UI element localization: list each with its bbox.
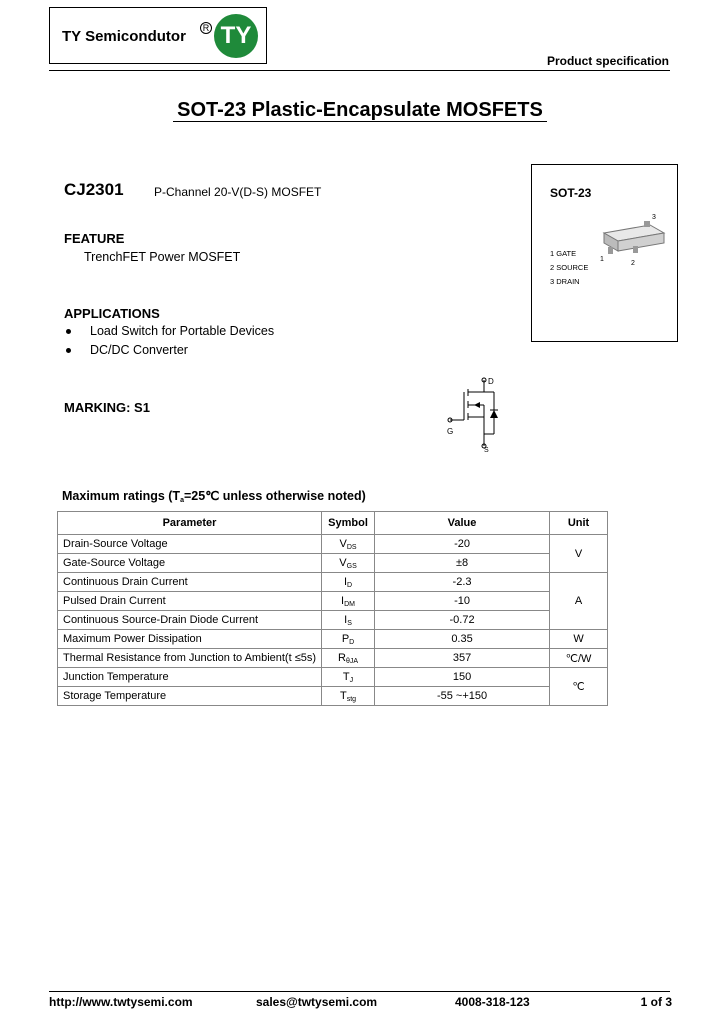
column-header: Symbol	[322, 512, 375, 535]
marking-label: MARKING: S1	[64, 400, 150, 415]
product-spec-label: Product specification	[546, 54, 669, 68]
param-cell: Thermal Resistance from Junction to Ambient(t ≤5s)	[58, 649, 322, 668]
sot23-package-icon	[596, 211, 670, 271]
source-label: S	[484, 447, 489, 454]
pin-label-gate: 1 GATE	[550, 249, 577, 258]
registered-mark: R	[200, 22, 212, 34]
brand-name: TY Semicondutor	[62, 28, 186, 45]
param-cell: Continuous Source-Drain Diode Current	[58, 611, 322, 630]
symbol-cell: $R_{\theta JA}$	[322, 649, 375, 668]
mosfet-schematic-icon	[444, 372, 504, 454]
param-cell: Gate-Source Voltage	[58, 554, 322, 573]
value-cell: -20	[375, 535, 550, 554]
value-cell: ±8	[375, 554, 550, 573]
footer-divider	[49, 991, 670, 992]
unit-cell: A	[550, 573, 608, 630]
table-row	[58, 592, 608, 611]
column-header: Parameter	[58, 512, 322, 535]
value-cell: -55 ~+150	[375, 687, 550, 706]
value-cell: 357	[375, 649, 550, 668]
symbol-cell: $V_{DS}$	[322, 535, 375, 554]
column-header: Value	[375, 512, 550, 535]
symbol-cell: $P_D$	[322, 630, 375, 649]
pin-number-label: 3	[652, 214, 656, 221]
table-row	[58, 687, 608, 706]
param-cell: Pulsed Drain Current	[58, 592, 322, 611]
param-cell: Drain-Source Voltage	[58, 535, 322, 554]
part-description: P-Channel 20-V(D-S) MOSFET	[154, 185, 322, 199]
ratings-table	[57, 511, 608, 706]
footer-email-link[interactable]: sales@twtysemi.com	[256, 995, 378, 1009]
table-row	[58, 611, 608, 630]
footer-url-link[interactable]: http://www.twtysemi.com	[49, 995, 193, 1009]
symbol-cell: $V_{GS}$	[322, 554, 375, 573]
table-row	[58, 668, 608, 687]
pin-label-source: 2 SOURCE	[550, 263, 589, 272]
pin-number-label: 2	[631, 260, 635, 267]
application-item: Load Switch for Portable Devices	[90, 324, 275, 338]
footer-phone: 4008-318-123	[455, 995, 530, 1009]
table-row	[58, 535, 608, 554]
bullet-icon	[66, 348, 71, 353]
applications-heading: APPLICATIONS	[64, 306, 160, 321]
table-row	[58, 573, 608, 592]
value-cell: 150	[375, 668, 550, 687]
param-cell: Maximum Power Dissipation	[58, 630, 322, 649]
value-cell: -10	[375, 592, 550, 611]
unit-cell: ℃/W	[550, 649, 608, 668]
symbol-cell: $I_{DM}$	[322, 592, 375, 611]
table-header-row	[58, 512, 608, 535]
ratings-heading: Maximum ratings ($T_a=25℃$ unless otherwise noted)	[62, 489, 366, 504]
value-cell: 0.35	[375, 630, 550, 649]
header-divider	[49, 70, 670, 71]
symbol-cell: $I_D$	[322, 573, 375, 592]
param-cell: Junction Temperature	[58, 668, 322, 687]
pin-number-label: 1	[600, 256, 604, 263]
package-box	[531, 164, 678, 342]
unit-cell: ℃	[550, 668, 608, 706]
company-logo	[49, 7, 267, 64]
param-cell: Storage Temperature	[58, 687, 322, 706]
symbol-cell: $T_J$	[322, 668, 375, 687]
page-number: 1 of 3	[640, 995, 672, 1009]
param-cell: Continuous Drain Current	[58, 573, 322, 592]
pin-label-drain: 3 DRAIN	[550, 277, 580, 286]
column-header: Unit	[550, 512, 608, 535]
symbol-cell: $I_S$	[322, 611, 375, 630]
symbol-cell: $T_{stg}$	[322, 687, 375, 706]
part-number: CJ2301	[64, 180, 124, 199]
document-title: SOT-23 Plastic-Encapsulate MOSFETS	[0, 99, 720, 122]
package-title: SOT-23	[550, 186, 592, 200]
value-cell: -2.3	[375, 573, 550, 592]
unit-cell: W	[550, 630, 608, 649]
drain-label: D	[488, 377, 494, 386]
feature-heading: FEATURE	[64, 231, 125, 246]
table-row	[58, 649, 608, 668]
bullet-icon	[66, 329, 71, 334]
table-row	[58, 630, 608, 649]
application-item: DC/DC Converter	[90, 343, 188, 357]
value-cell: -0.72	[375, 611, 550, 630]
gate-label: G	[447, 427, 454, 436]
logo-emblem: TY	[214, 14, 258, 58]
table-row	[58, 554, 608, 573]
feature-text: TrenchFET Power MOSFET	[84, 250, 241, 264]
unit-cell: V	[550, 535, 608, 573]
